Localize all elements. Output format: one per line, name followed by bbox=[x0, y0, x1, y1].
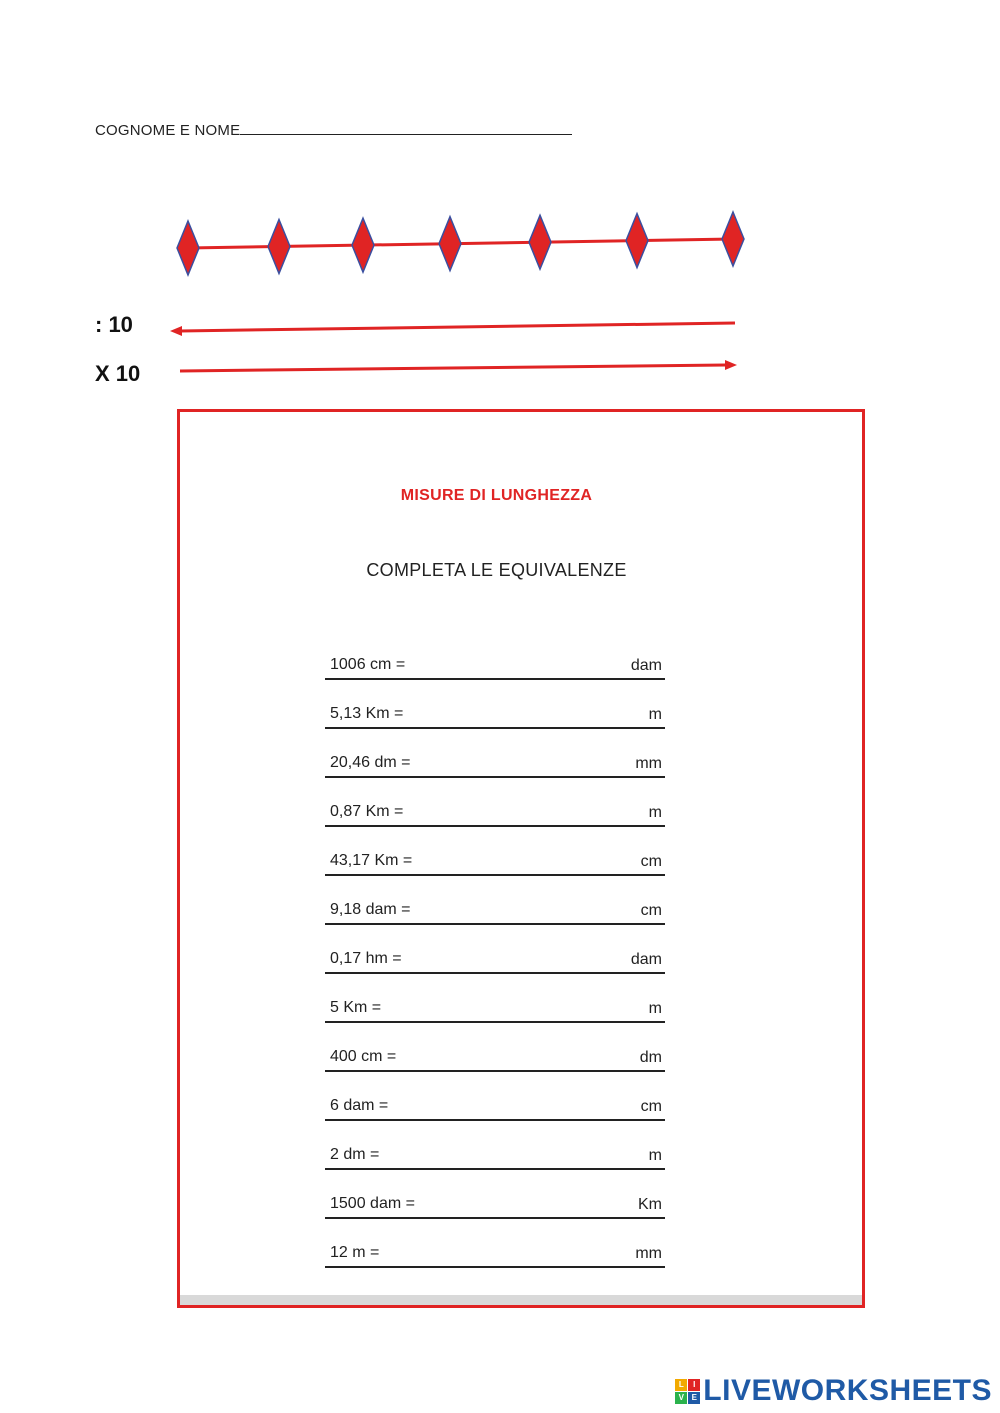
equivalence-row bbox=[325, 754, 665, 803]
number-line-diagram bbox=[0, 0, 1000, 420]
target-unit: mm bbox=[635, 755, 662, 772]
equivalence-row bbox=[325, 1195, 665, 1244]
equivalence-row bbox=[325, 1146, 665, 1195]
equivalence-row bbox=[325, 1244, 665, 1293]
answer-blank[interactable] bbox=[325, 1119, 665, 1121]
target-unit: dam bbox=[630, 951, 662, 968]
liveworksheets-brand bbox=[675, 1373, 992, 1409]
worksheet-subtitle: COMPLETA LE EQUIVALENZE bbox=[366, 560, 627, 580]
answer-blank[interactable] bbox=[325, 678, 665, 680]
equivalence-quantity: 0,87 Km = bbox=[330, 803, 404, 820]
equivalence-quantity: 9,18 dam = bbox=[330, 901, 411, 918]
multiply-label: X 10 bbox=[95, 361, 141, 386]
equivalence-quantity: 20,46 dm = bbox=[330, 754, 411, 771]
name-label: COGNOME E NOME bbox=[95, 122, 241, 139]
target-unit: m bbox=[648, 706, 662, 723]
equivalence-row bbox=[325, 803, 665, 852]
divide-arrow-head bbox=[170, 326, 182, 336]
target-unit: cm bbox=[640, 853, 662, 870]
diamond-marker bbox=[177, 221, 199, 275]
target-unit: dm bbox=[639, 1049, 662, 1066]
diamond-marker bbox=[439, 217, 461, 271]
divide-arrow-line bbox=[180, 323, 735, 331]
multiply-arrow-head bbox=[725, 360, 737, 370]
target-unit: dam bbox=[630, 657, 662, 674]
logo-letter: L bbox=[675, 1379, 687, 1391]
answer-blank[interactable] bbox=[325, 1070, 665, 1072]
equivalence-row bbox=[325, 999, 665, 1048]
diamond-marker bbox=[626, 214, 648, 268]
diamond-marker bbox=[722, 212, 744, 266]
target-unit: m bbox=[648, 1147, 662, 1164]
equivalence-quantity: 43,17 Km = bbox=[330, 852, 413, 869]
equivalence-quantity: 0,17 hm = bbox=[330, 950, 402, 967]
answer-blank[interactable] bbox=[325, 825, 665, 827]
equivalence-quantity: 1500 dam = bbox=[330, 1195, 415, 1212]
answer-blank[interactable] bbox=[325, 923, 665, 925]
answer-blank[interactable] bbox=[325, 874, 665, 876]
diamond-markers bbox=[177, 212, 744, 275]
target-unit: cm bbox=[640, 902, 662, 919]
equivalence-row bbox=[325, 656, 665, 705]
equivalence-quantity: 12 m = bbox=[330, 1244, 380, 1261]
equivalence-row bbox=[325, 901, 665, 950]
diamond-marker bbox=[352, 218, 374, 272]
logo-letter: I bbox=[688, 1379, 700, 1391]
equivalence-quantity: 2 dm = bbox=[330, 1146, 380, 1163]
target-unit: Km bbox=[638, 1196, 662, 1213]
answer-blank[interactable] bbox=[325, 776, 665, 778]
multiply-arrow-line bbox=[180, 365, 726, 371]
equivalence-row bbox=[325, 950, 665, 999]
target-unit: mm bbox=[635, 1245, 662, 1262]
answer-blank[interactable] bbox=[325, 1021, 665, 1023]
target-unit: m bbox=[648, 804, 662, 821]
equivalence-row bbox=[325, 705, 665, 754]
equivalence-row bbox=[325, 1097, 665, 1146]
answer-blank[interactable] bbox=[325, 1217, 665, 1219]
equivalence-quantity: 400 cm = bbox=[330, 1048, 397, 1065]
equivalence-row bbox=[325, 1048, 665, 1097]
equivalence-quantity: 5,13 Km = bbox=[330, 705, 404, 722]
equivalence-row bbox=[325, 852, 665, 901]
worksheet-frame bbox=[177, 409, 865, 1308]
target-unit: m bbox=[648, 1000, 662, 1017]
divide-label: : 10 bbox=[95, 312, 133, 337]
worksheet-title: MISURE DI LUNGHEZZA bbox=[400, 487, 593, 504]
logo-letter: E bbox=[688, 1392, 700, 1404]
target-unit: cm bbox=[640, 1098, 662, 1115]
equivalence-list bbox=[325, 656, 665, 1293]
answer-blank[interactable] bbox=[325, 727, 665, 729]
diamond-marker bbox=[268, 219, 290, 273]
liveworksheets-logo-icon bbox=[675, 1379, 700, 1404]
answer-blank[interactable] bbox=[325, 1168, 665, 1170]
frame-bottom-bar bbox=[180, 1295, 862, 1305]
equivalence-quantity: 5 Km = bbox=[330, 999, 382, 1016]
equivalence-quantity: 1006 cm = bbox=[330, 656, 406, 673]
logo-letter: V bbox=[675, 1392, 687, 1404]
equivalence-quantity: 6 dam = bbox=[330, 1097, 389, 1114]
answer-blank[interactable] bbox=[325, 1266, 665, 1268]
answer-blank[interactable] bbox=[325, 972, 665, 974]
brand-wordmark: LIVEWORKSHEETS bbox=[703, 1374, 992, 1407]
diamond-marker bbox=[529, 215, 551, 269]
